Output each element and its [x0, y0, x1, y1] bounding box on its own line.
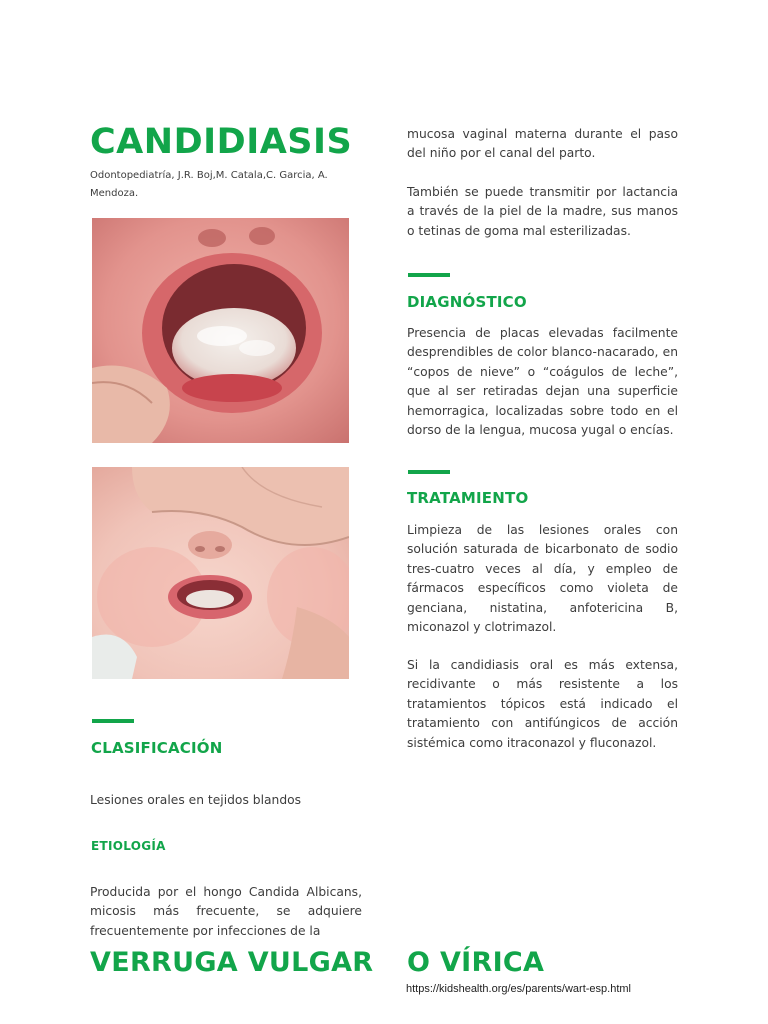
oral-candidiasis-photo-2: [92, 467, 349, 679]
clasificacion-heading: CLASIFICACIÓN: [91, 739, 223, 757]
section-rule: [408, 470, 450, 474]
oral-candidiasis-photo-1: [92, 218, 349, 443]
next-section-title-left: VERRUGA VULGAR: [90, 947, 374, 978]
diagnostico-heading: DIAGNÓSTICO: [407, 293, 527, 311]
transmission-text: También se puede transmitir por lactancia a través de la piel de la madre, sus manos o tetinas de goma mal esterilizadas.: [407, 185, 678, 238]
etiologia-text: Producida por el hongo Candida Albicans, micosis más frecuente, se adquiere frecuentemente por infecciones de la: [90, 885, 362, 938]
page-title: CANDIDIASIS: [90, 122, 353, 162]
next-section-title-right: O VÍRICA: [407, 947, 545, 978]
source-link[interactable]: https://kidshealth.org/es/parents/wart-esp.html: [406, 983, 631, 995]
etiologia-heading: ETIOLOGÍA: [91, 839, 166, 853]
section-rule: [92, 719, 134, 723]
diagnostico-text: Presencia de placas elevadas facilmente desprendibles de color blanco-nacarado, en “copos de nieve” o “coágulos de leche”, que al ser retiradas dejan una superficie hemorragica, localizadas sobre todo en el dorso de la lengua, mucosa yugal o encías.: [407, 326, 678, 438]
tratamiento-text-2: Si la candidiasis oral es más extensa, recidivante o más resistente a los tratamientos tópicos está indicado el tratamiento con antifúngicos de acción sistémica como itraconazol y fluconazol.: [407, 658, 678, 750]
section-rule: [408, 273, 450, 277]
tratamiento-text-1: Limpieza de las lesiones orales con solución saturada de bicarbonato de sodio tres-cuatro veces al día, y empleo de fármacos específicos como violeta de genciana, nistatina, anfotericina B, miconazol y clotrimazol.: [407, 523, 678, 635]
tratamiento-heading: TRATAMIENTO: [407, 489, 529, 507]
clasificacion-text: Lesiones orales en tejidos blandos: [90, 793, 302, 807]
continuation-text: mucosa vaginal materna durante el paso del niño por el canal del parto.: [407, 127, 678, 161]
authors-credit: Odontopediatría, J.R. Boj,M. Catala,C. Garcia, A. Mendoza.: [90, 170, 328, 199]
